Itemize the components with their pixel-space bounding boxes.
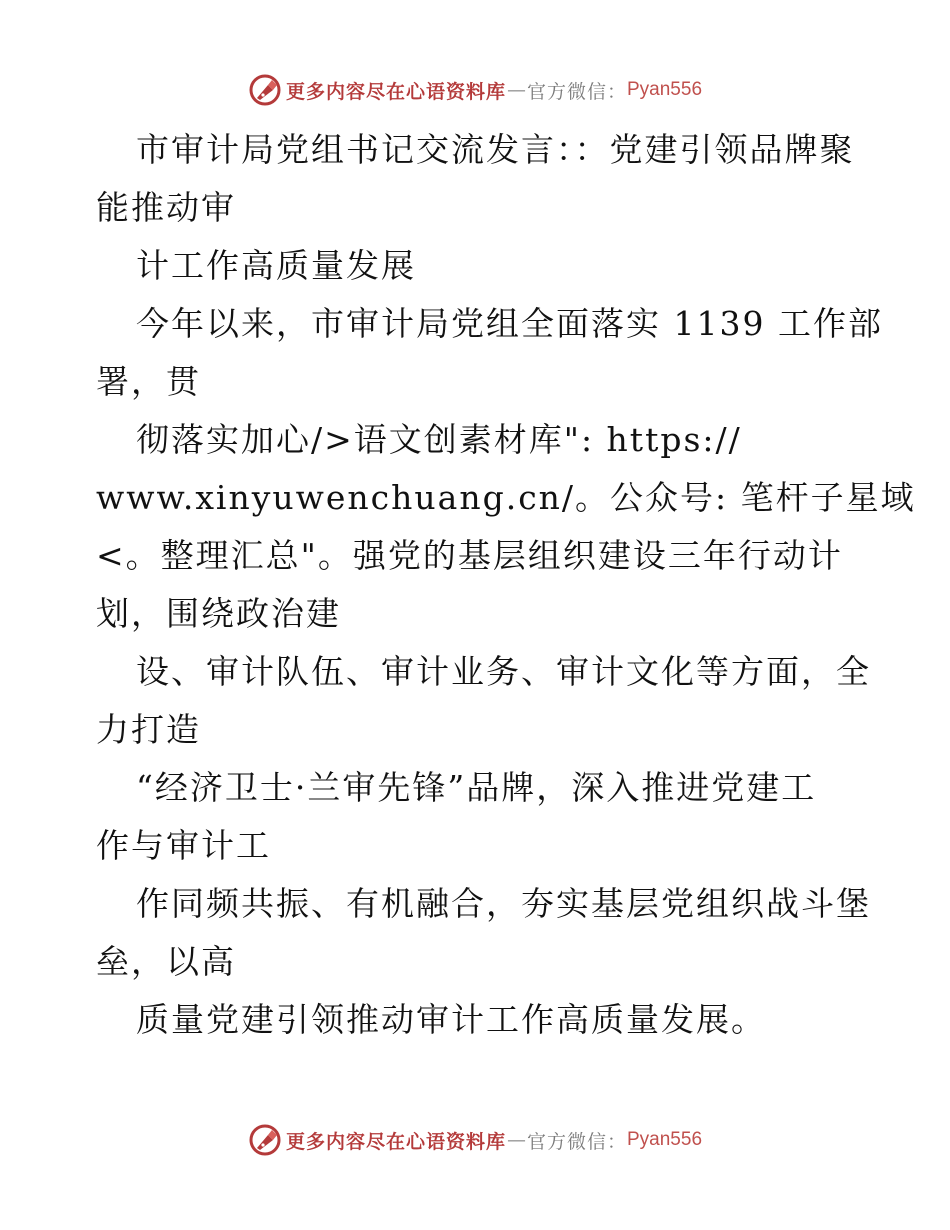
text-line: 划，围绕政治建 xyxy=(96,594,341,633)
pen-nib-logo-icon xyxy=(248,1123,282,1157)
text-line: 力打造 xyxy=(96,710,201,749)
watermark-dash: — xyxy=(506,1129,526,1151)
text-line-title-1: 市审计局党组书记交流发言：：党建引领品牌聚 xyxy=(136,130,855,169)
text-line: 质量党建引领推动审计工作高质量发展。 xyxy=(136,1000,766,1039)
text-line: 作与审计工 xyxy=(96,826,271,865)
text-line: 设、审计队伍、审计业务、审计文化等方面，全 xyxy=(136,652,871,691)
text-line: www.xinyuwenchuang.cn/。公众号: 笔杆子星域 xyxy=(96,478,916,517)
text-line-title-3: 计工作高质量发展 xyxy=(136,246,416,285)
text-line-title-2: 能推动审 xyxy=(96,188,236,227)
watermark-sub-text: 官方微信： xyxy=(526,80,627,103)
watermark-sub-text: 官方微信： xyxy=(526,1130,627,1153)
watermark-wechat-id: Pyan556 xyxy=(627,1129,703,1150)
text-line: 今年以来，市审计局党组全面落实 1139 工作部 xyxy=(136,304,883,343)
watermark-wechat-id: Pyan556 xyxy=(627,79,703,100)
text-line: 彻落实加心/>语文创素材库": https:// xyxy=(136,420,742,459)
text-line: <。整理汇总"。强党的基层组织建设三年行动计 xyxy=(96,536,843,575)
watermark-main-text: 更多内容尽在心语资料库 xyxy=(285,1130,506,1153)
text-line: 署，贯 xyxy=(96,362,201,401)
document-body xyxy=(96,121,916,1049)
text-line: 作同频共振、有机融合，夯实基层党组织战斗堡 xyxy=(136,884,871,923)
watermark-dash: — xyxy=(506,79,526,101)
header-watermark xyxy=(0,70,950,110)
footer-watermark xyxy=(0,1120,950,1160)
text-line: 垒，以高 xyxy=(96,942,236,981)
watermark-main-text: 更多内容尽在心语资料库 xyxy=(285,80,506,103)
text-line: “经济卫士·兰审先锋”品牌，深入推进党建工 xyxy=(136,768,817,807)
pen-nib-logo-icon xyxy=(248,73,282,107)
